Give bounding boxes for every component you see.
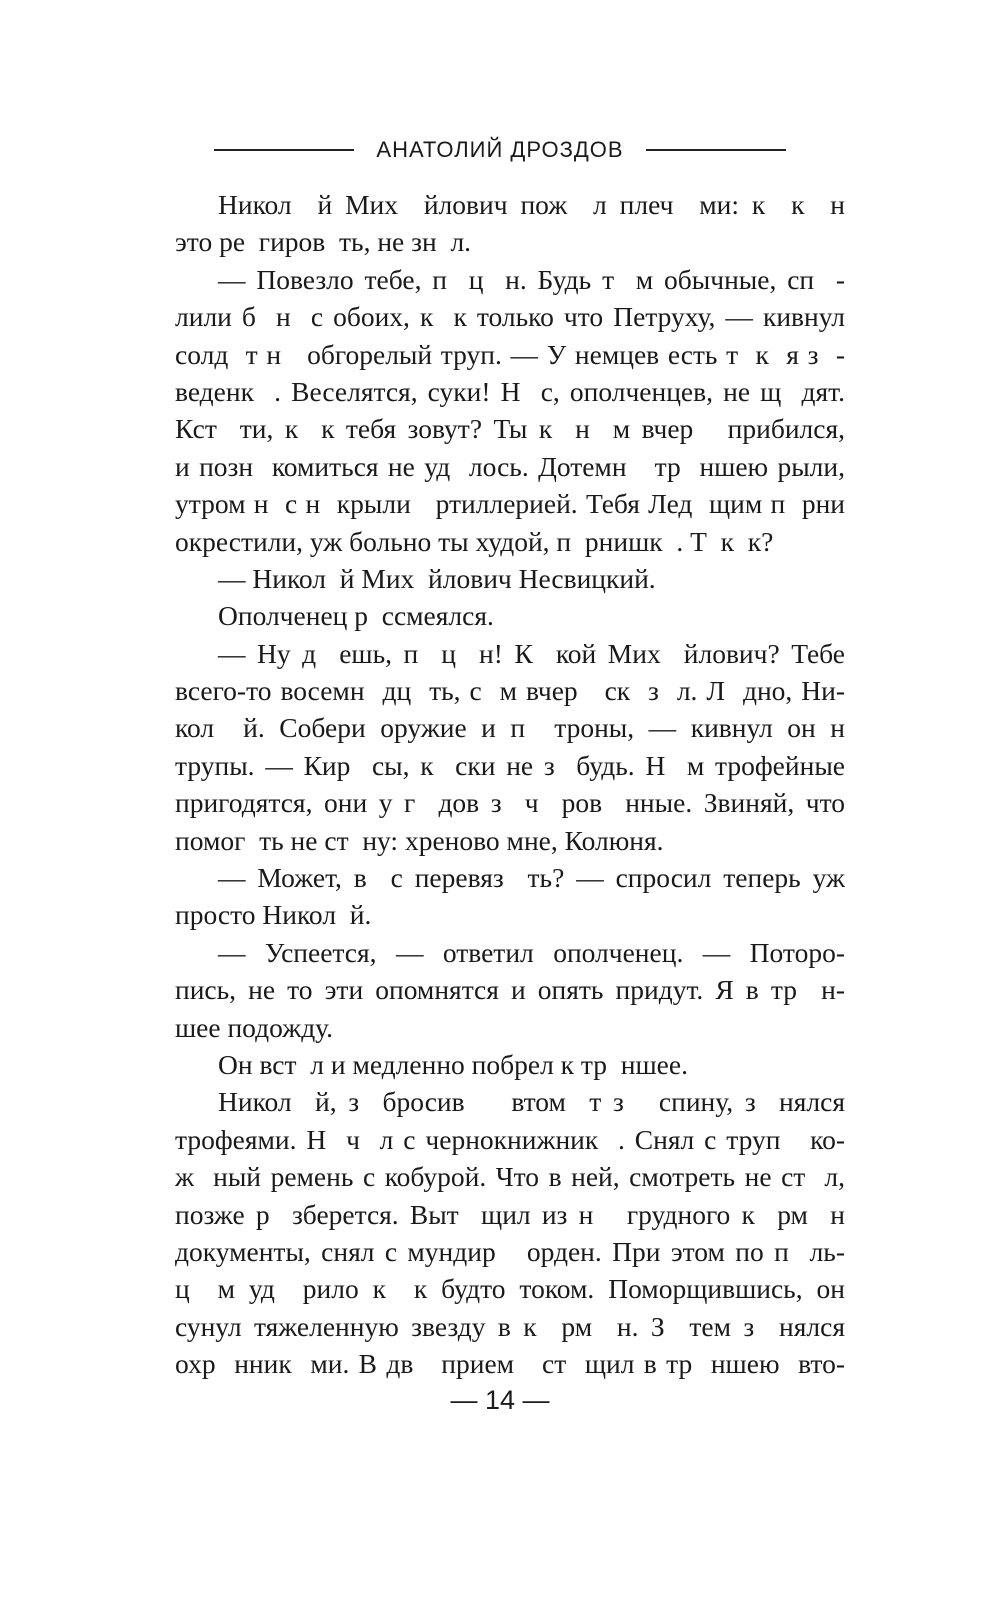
text-line: кол й. Собери оружие и п троны, — кивнул он н <box>175 712 845 744</box>
text-line: Он вст л и медленно побрел к тр ншее. <box>218 1048 688 1080</box>
text-line: — Повезло тебе, п ц н. Будь т м обычные, сп - <box>218 263 845 295</box>
text-line: — Ну д ешь, п ц н! К кой Мих йлович? Тебе <box>218 637 845 669</box>
text-line: Никол й Мих йлович пож л плеч ми: к к н <box>218 189 845 220</box>
header-rule-left <box>214 149 354 151</box>
header-rule-right <box>646 149 786 151</box>
text-line: лили б н с обоих, к к только что Петруху, — кивнул <box>175 301 845 333</box>
text-line: охр нник ми. В дв прием ст щил в тр ншею вто- <box>175 1348 845 1380</box>
page-body <box>175 186 845 1383</box>
text-line: окрестили, уж больно ты худой, п рнишк . Т к к? <box>175 525 774 557</box>
text-line: ж ный ремень с кобурой. Что в ней, смотреть не ст л, <box>175 1161 845 1193</box>
text-line: документы, снял с мундир орден. При этом по п ль- <box>175 1235 845 1267</box>
text-line: утром н с н крыли ртиллерией. Тебя Лед щим п рни <box>175 488 845 520</box>
text-line: сунул тяжеленную звезду в к рм н. З тем з нялся <box>175 1310 845 1342</box>
text-line: позже р зберется. Выт щил из н грудного к рм н <box>175 1198 845 1230</box>
text-line: Кст ти, к к тебя зовут? Ты к н м вчер прибился, <box>175 413 845 445</box>
text-line: веденк . Веселятся, суки! Н с, ополченцев, не щ дят. <box>175 375 845 407</box>
text-line: трофеями. Н ч л с чернокнижник . Снял с труп ко- <box>175 1123 845 1155</box>
text-line: просто Никол й. <box>175 899 372 931</box>
text-line: — Может, в с перевяз ть? — спросил теперь уж <box>218 862 845 894</box>
author-name: АНАТОЛИЙ ДРОЗДОВ <box>376 137 624 162</box>
text-line: трупы. — Кир сы, к ски не з будь. Н м трофейные <box>175 749 845 781</box>
running-head <box>0 128 1000 172</box>
text-line: это ре гиров ть, не зн л. <box>175 226 472 258</box>
text-line: всего-то восемн дц ть, с м вчер ск з л. Л дно, Ни- <box>175 675 845 707</box>
text-line: ц м уд рило к к будто током. Поморщившись, он <box>175 1273 845 1305</box>
text-line: Никол й, з бросив втом т з спину, з нялся <box>218 1086 845 1118</box>
text-line: шее подожду. <box>175 1011 334 1043</box>
page-number: — 14 — <box>450 1384 550 1415</box>
text-line: пись, не то эти опомнятся и опять придут. Я в тр н- <box>175 974 845 1006</box>
text-line: и позн комиться не уд лось. Дотемн тр ншею рыли, <box>175 450 845 482</box>
text-line: помог ть не ст ну: хреново мне, Колюня. <box>175 824 664 856</box>
text-line: — Успеется, — ответил ополченец. — Поторо- <box>218 936 845 968</box>
text-line: солд т н обгорелый труп. — У немцев есть т к я з - <box>175 338 845 370</box>
text-line: пригодятся, они у г дов з ч ров нные. Звиняй, что <box>175 787 845 819</box>
text-line: — Никол й Мих йлович Несвицкий. <box>218 562 656 594</box>
text-line: Ополченец р ссмеялся. <box>218 600 494 632</box>
